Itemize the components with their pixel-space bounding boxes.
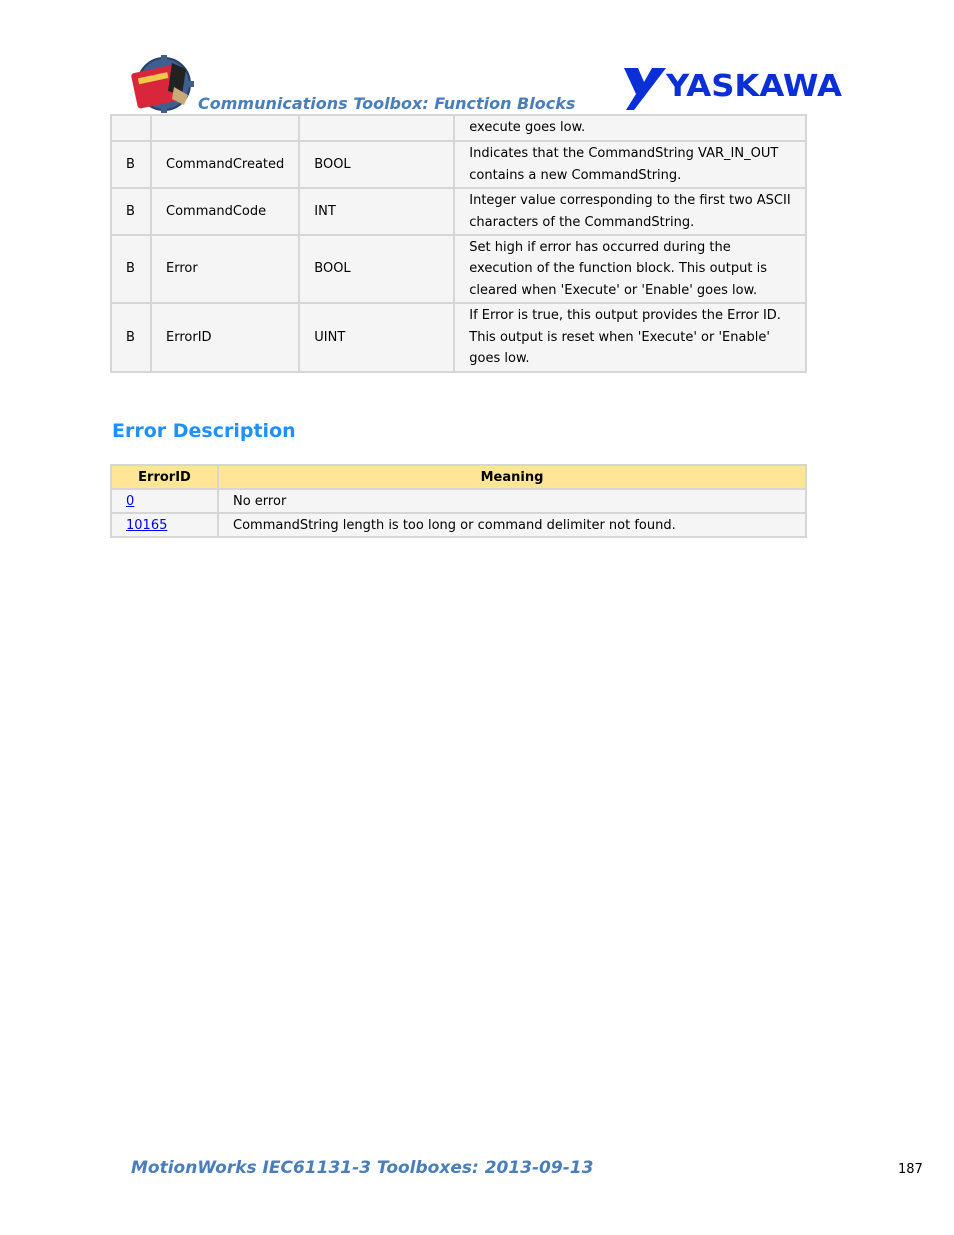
error-description-heading: Error Description [112,420,296,442]
param-type [299,115,454,141]
param-description: Indicates that the CommandString VAR_IN_OUT contains a new CommandString. [454,141,806,188]
table-row [111,188,806,235]
param-description: execute goes low. [454,115,806,141]
param-scope: B [111,188,151,235]
param-scope [111,115,151,141]
param-description: Integer value corresponding to the first two ASCII characters of the CommandString. [454,188,806,235]
error-id-cell [111,513,218,537]
param-scope: B [111,141,151,188]
table-row [111,303,806,372]
param-type: BOOL [299,141,454,188]
param-name: ErrorID [151,303,299,372]
yaskawa-logo-icon [622,66,844,112]
table-row [111,513,806,537]
param-type: INT [299,188,454,235]
brand-text: YASKAWA [664,69,843,104]
table-row [111,235,806,303]
page-number: 187 [898,1162,923,1177]
table-row [111,489,806,513]
param-name: CommandCode [151,188,299,235]
footer-title: MotionWorks IEC61131-3 Toolboxes: 2013-09-13 [131,1158,594,1178]
param-type: UINT [299,303,454,372]
error-id-cell [111,489,218,513]
errorid-column-header: ErrorID [111,465,218,489]
error-meaning: No error [218,489,806,513]
table-row [111,141,806,188]
table-header-row [111,465,806,489]
toolbox-gear-logo-icon [128,55,200,113]
param-scope: B [111,235,151,303]
header-title: Communications Toolbox: Function Blocks [198,94,576,113]
param-description: Set high if error has occurred during the execution of the function block. This output is cleared when 'Execute' or 'Enable' goes low. [454,235,806,303]
parameters-table [110,114,807,373]
table-row [111,115,806,141]
param-description: If Error is true, this output provides the Error ID. This output is reset when 'Execute' or 'Enable' goes low. [454,303,806,372]
param-name: CommandCreated [151,141,299,188]
error-table [110,464,807,538]
meaning-column-header: Meaning [218,465,806,489]
param-name [151,115,299,141]
param-type: BOOL [299,235,454,303]
error-id-link[interactable]: 0 [126,493,135,509]
param-scope: B [111,303,151,372]
param-name: Error [151,235,299,303]
error-id-link[interactable]: 10165 [126,517,168,533]
error-meaning: CommandString length is too long or command delimiter not found. [218,513,806,537]
